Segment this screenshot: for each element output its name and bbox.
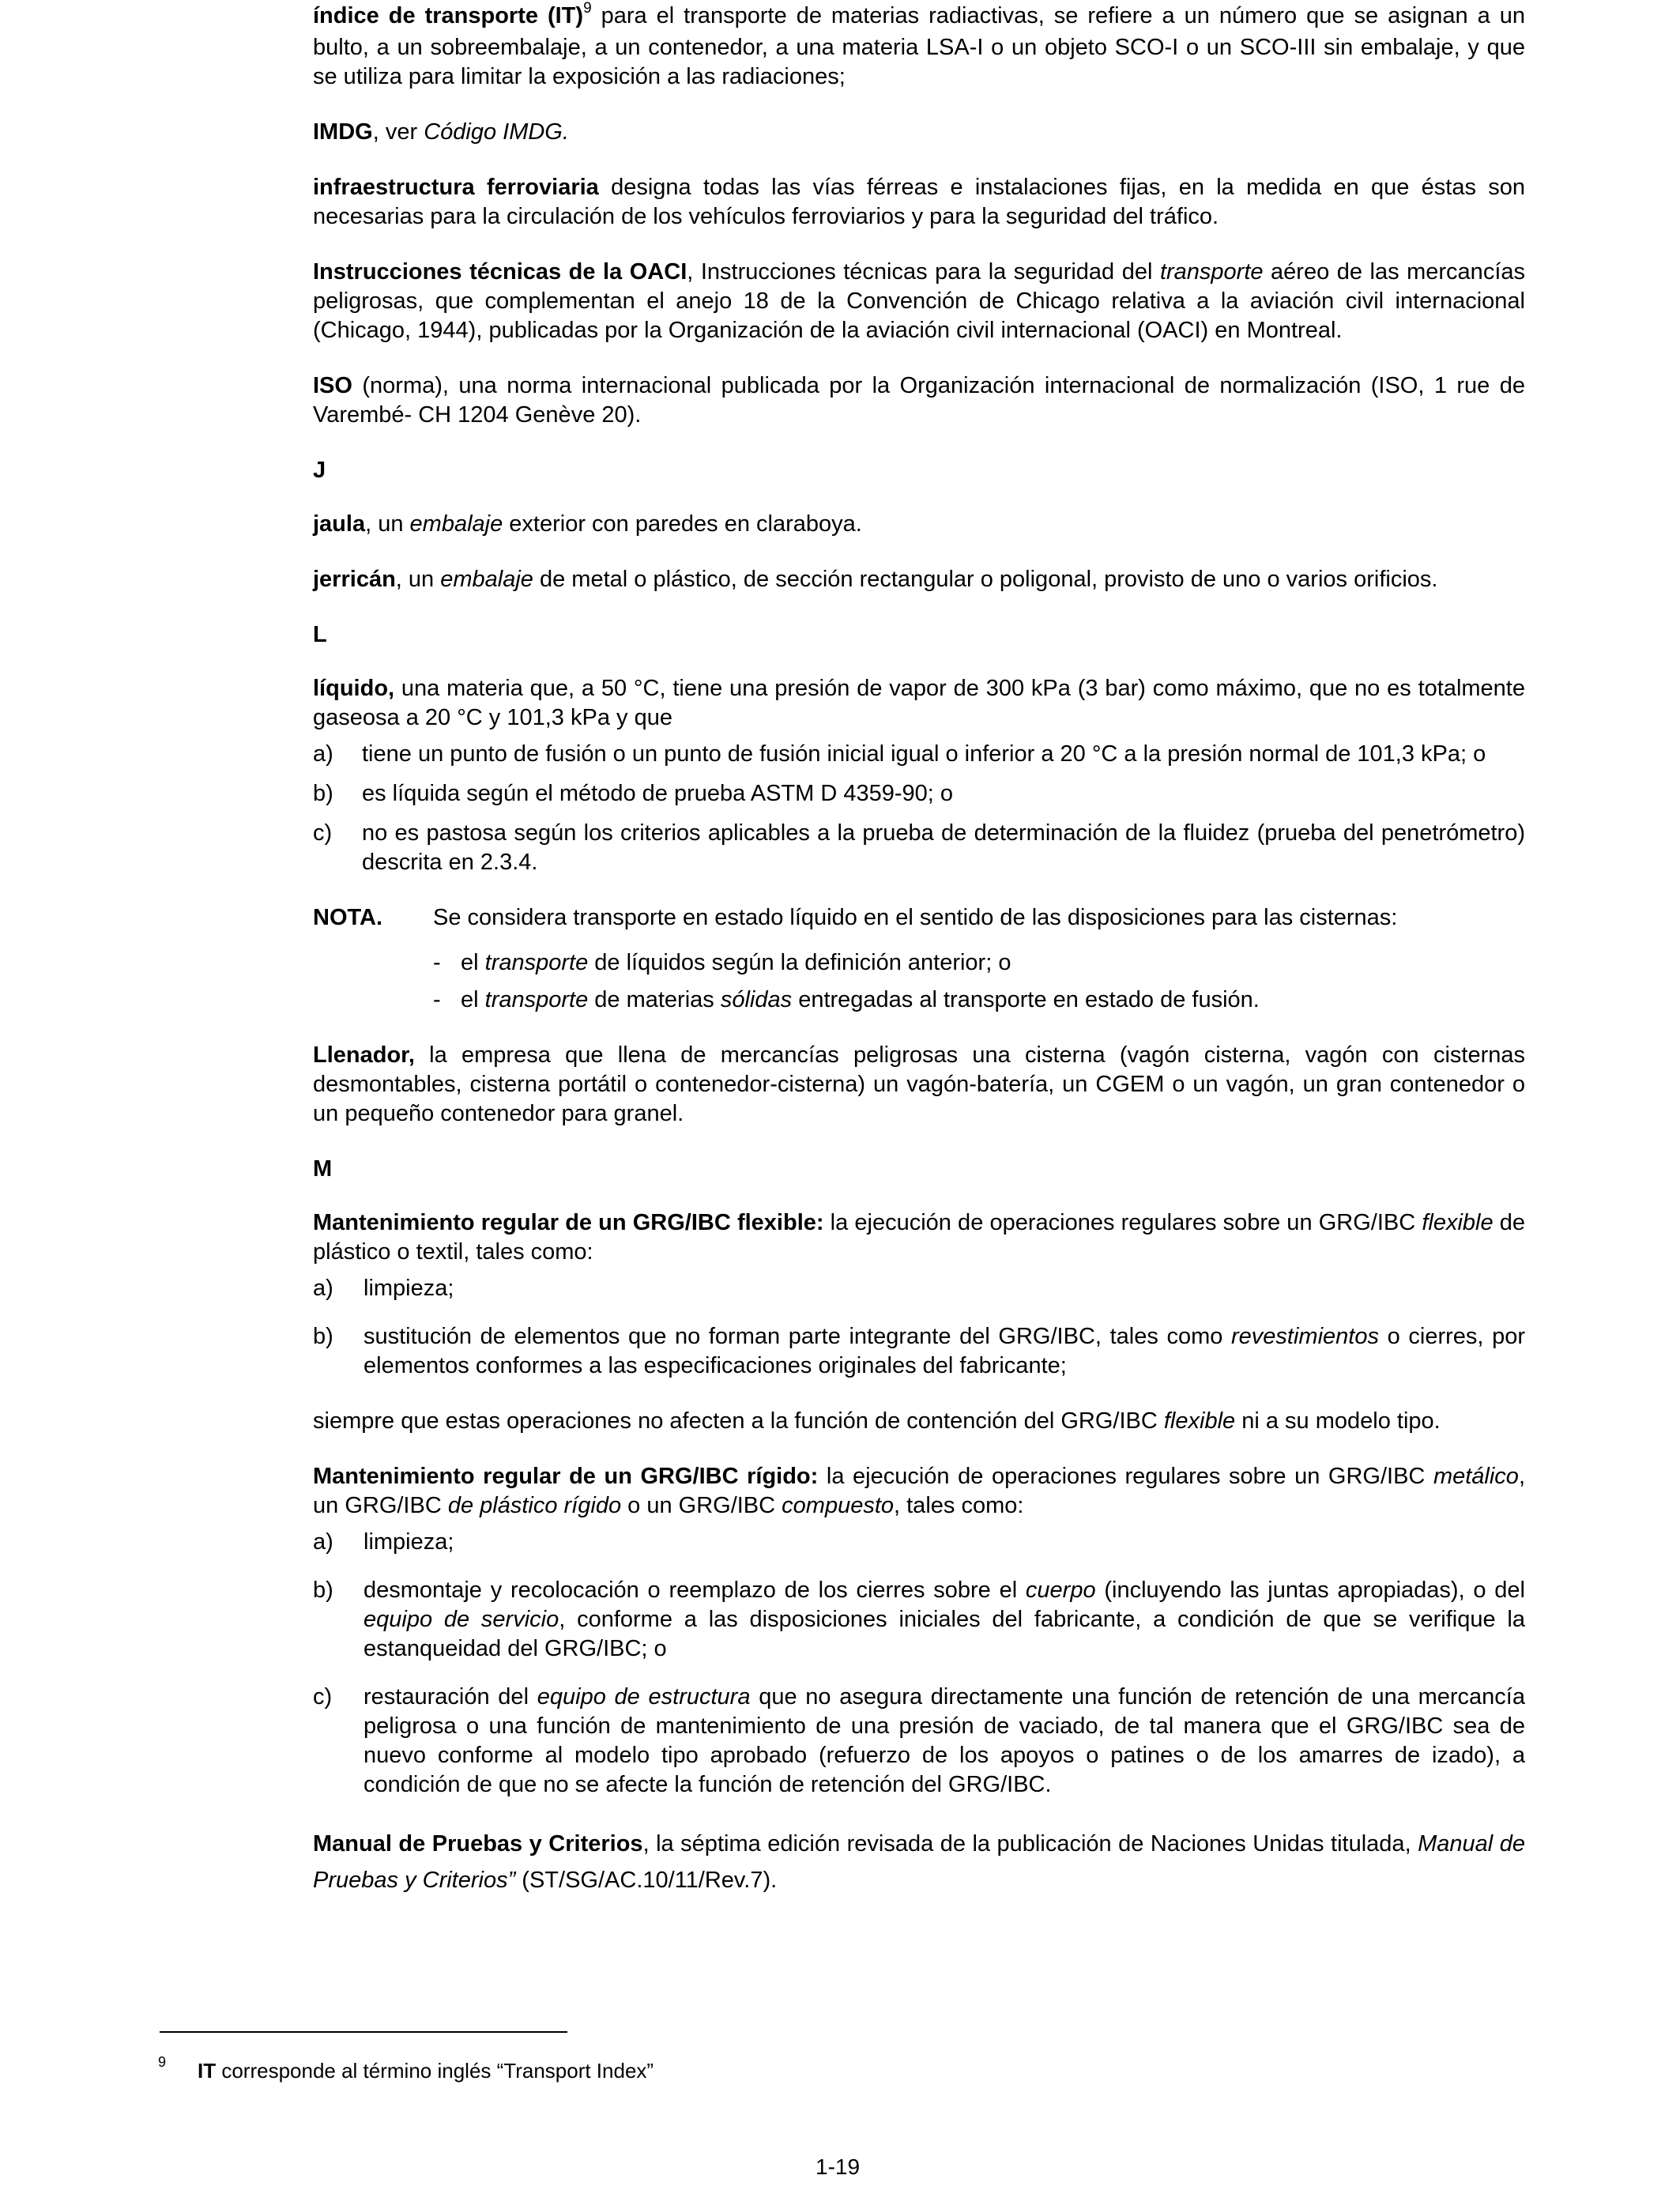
nota-label: NOTA. — [313, 905, 383, 930]
defined-term-ref: cuerpo — [1025, 1578, 1096, 1603]
definition-manual-pruebas — [313, 1826, 1525, 1898]
definition-text: para el transporte de materias radiactivas, se refiere a un número que se asignan a un bulto, a un sobreembalaje, a un contenedor, a una materia LSA-I o un objeto SCO-I o un SCO-III sin embalaje, y que se utiliza para limitar la exposición a las radiaciones; — [313, 3, 1525, 89]
term: líquido, — [313, 676, 395, 701]
definition-text: la ejecución de operaciones regulares sobre un GRG/IBC — [823, 1210, 1422, 1235]
list-item — [313, 1528, 1525, 1557]
mantenimiento-flexible-list — [313, 1274, 1525, 1381]
letter-heading-j: J — [313, 458, 326, 483]
dash-bullet: - — [433, 987, 441, 1012]
nota-text: Se considera transporte en estado líquido en el sentido de las disposiciones para las cisternas: — [433, 905, 1398, 930]
mantenimiento-rigido-list — [313, 1528, 1525, 1800]
definition-text: una materia que, a 50 °C, tiene una presión de vapor de 300 kPa (3 bar) como máximo, que no es totalmente gaseosa a 20 °C y 101,3 kPa y que — [313, 676, 1525, 730]
definition-text: , un — [395, 567, 441, 592]
list-label: c) — [313, 820, 333, 846]
list-item — [313, 1274, 1525, 1303]
definition-text: de plástico o textil, tales como: — [313, 1210, 1525, 1265]
definition-text: o un GRG/IBC — [621, 1493, 782, 1518]
term: Manual de Pruebas y Criterios — [313, 1831, 643, 1857]
list-item-text: es líquida según el método de prueba ASTM D 4359-90; o — [362, 781, 954, 806]
term: índice de transporte (IT) — [313, 3, 584, 28]
term: Mantenimiento regular de un GRG/IBC flexible: — [313, 1210, 824, 1235]
defined-term-ref: embalaje — [409, 511, 503, 537]
nota-dash-item — [313, 948, 1525, 978]
definition-instrucciones-oaci — [313, 258, 1525, 345]
footnote-number: 9 — [158, 2054, 167, 2070]
definition-text: aéreo de las mercancías peligrosas, que complementan el anejo 18 de la Convención de Chicago relativa a la aviación civil internacional (Chicago, 1944), publicadas por la Organización de la aviación civil internacional (OACI) en Montreal. — [313, 259, 1525, 343]
nota-block — [313, 903, 1525, 1015]
list-item-text: tiene un punto de fusión o un punto de fusión inicial igual o inferior a 20 °C a la presión normal de 101,3 kPa; o — [362, 741, 1486, 767]
defined-term-ref: flexible — [1163, 1408, 1236, 1434]
defined-term-ref: embalaje — [440, 567, 533, 592]
defined-term-ref: compuesto — [782, 1493, 895, 1518]
paragraph-text: siempre que estas operaciones no afecten a la función de contención del GRG/IBC — [313, 1408, 1164, 1434]
footnote-reference: 9 — [583, 0, 592, 17]
footnote-separator — [160, 2031, 567, 2033]
nota-dash-item — [313, 986, 1525, 1015]
defined-term-ref: sólidas — [720, 987, 793, 1012]
list-label: b) — [313, 1578, 333, 1603]
definition-jerrican — [313, 565, 1525, 594]
list-item — [313, 740, 1525, 769]
defined-term-ref: de plástico rígido — [447, 1493, 622, 1518]
term: Instrucciones técnicas de la OACI — [313, 259, 687, 285]
term: Mantenimiento regular de un GRG/IBC rígido: — [313, 1464, 819, 1489]
definition-text: exterior con paredes en claraboya. — [503, 511, 862, 537]
publication-title: Manual de Pruebas y Criterios” — [313, 1831, 1525, 1893]
defined-term-ref: transporte — [484, 987, 589, 1012]
footnote — [158, 2054, 654, 2086]
term: ISO — [313, 373, 352, 398]
list-label: b) — [313, 781, 333, 806]
defined-term-ref: transporte — [1159, 259, 1264, 285]
dash-bullet: - — [433, 950, 441, 975]
dash-text: el — [461, 987, 485, 1012]
definition-infraestructura — [313, 173, 1525, 232]
list-label: a) — [313, 741, 333, 767]
footnote-term: IT — [198, 2059, 217, 2083]
list-label: c) — [313, 1684, 333, 1710]
cross-reference: Código IMDG. — [424, 119, 569, 145]
mantenimiento-flexible-closing — [313, 1407, 1525, 1436]
defined-term-ref: equipo de estructura — [537, 1684, 751, 1710]
dash-text: de líquidos según la definición anterior; o — [588, 950, 1011, 975]
list-item — [313, 819, 1525, 877]
definition-llenador — [313, 1041, 1525, 1129]
list-item — [313, 1683, 1525, 1800]
list-item — [313, 779, 1525, 809]
list-label: a) — [313, 1529, 333, 1555]
definition-text: (norma), una norma internacional publicada por la Organización internacional de normalización (ISO, 1 rue de Varembé- CH 1204 Genève 20). — [313, 373, 1525, 428]
definition-text: , un GRG/IBC — [313, 1464, 1526, 1518]
letter-heading-m: M — [313, 1156, 333, 1182]
term: infraestructura ferroviaria — [313, 175, 599, 200]
term: IMDG — [313, 119, 373, 145]
definition-text: , un — [365, 511, 410, 537]
list-item — [313, 1322, 1525, 1381]
term: jaula — [313, 511, 366, 537]
list-item-text: desmontaje y recolocación o reemplazo de los cierres sobre el — [363, 1578, 1026, 1603]
list-item-text: o cierres, por elementos conformes a las especificaciones originales del fabricante; — [363, 1324, 1525, 1378]
dash-text: de materias — [588, 987, 721, 1012]
definitions-column — [313, 2, 1525, 1924]
definition-jaula — [313, 510, 1525, 539]
defined-term-ref: flexible — [1422, 1210, 1494, 1235]
letter-heading-l: L — [313, 622, 327, 647]
list-item-text: restauración del — [363, 1684, 537, 1710]
term: jerricán — [313, 567, 396, 592]
definition-text: la ejecución de operaciones regulares sobre un GRG/IBC — [818, 1464, 1433, 1489]
definition-liquido — [313, 674, 1525, 733]
nota-paragraph — [313, 903, 1525, 933]
dash-text: entregadas al transporte en estado de fusión. — [792, 987, 1260, 1012]
definition-mantenimiento-rigido — [313, 1462, 1525, 1521]
list-item-text: (incluyendo las juntas apropiadas), o del — [1095, 1578, 1525, 1603]
list-item-text: limpieza; — [363, 1529, 454, 1555]
list-item — [313, 1576, 1525, 1664]
defined-term-ref: transporte — [484, 950, 589, 975]
list-item-text: sustitución de elementos que no forman parte integrante del GRG/IBC, tales como — [363, 1324, 1232, 1349]
liquido-criteria-list — [313, 740, 1525, 877]
definition-imdg — [313, 118, 1525, 147]
definition-text: , Instrucciones técnicas para la seguridad del — [687, 259, 1160, 285]
definition-iso — [313, 371, 1525, 430]
footnote-body: corresponde al término inglés “Transport Index” — [216, 2059, 654, 2083]
definition-text: designa todas las vías férreas e instalaciones fijas, en la medida en que éstas son necesarias para la circulación de los vehículos ferroviarios y para la seguridad del tráfico. — [313, 175, 1526, 229]
definition-text: , ver — [372, 119, 424, 145]
definition-text: (ST/SG/AC.10/11/Rev.7). — [515, 1868, 778, 1893]
definition-text: , tales como: — [894, 1493, 1024, 1518]
definition-text: de metal o plástico, de sección rectangular o poligonal, provisto de uno o varios orificios. — [533, 567, 1438, 592]
term: Llenador, — [313, 1042, 415, 1068]
list-label: b) — [313, 1324, 333, 1349]
page-number: 1-19 — [816, 2154, 861, 2179]
dash-text: el — [461, 950, 485, 975]
defined-term-ref: equipo de servicio — [363, 1607, 559, 1632]
paragraph-text: ni a su modelo tipo. — [1235, 1408, 1441, 1434]
list-item-text: limpieza; — [363, 1276, 454, 1301]
definition-mantenimiento-flexible — [313, 1208, 1525, 1267]
defined-term-ref: revestimientos — [1231, 1324, 1379, 1349]
defined-term-ref: metálico — [1433, 1464, 1519, 1489]
definition-text: la empresa que llena de mercancías peligrosas una cisterna (vagón cisterna, vagón con cisternas desmontables, cisterna portátil o contenedor-cisterna) un vagón-batería, un CGEM o un vagón, un gran contenedor o un pequeño contenedor para granel. — [313, 1042, 1525, 1126]
footnote-text — [198, 2058, 654, 2083]
definition-text: , la séptima edición revisada de la publicación de Naciones Unidas titulada, — [642, 1831, 1418, 1857]
list-item-text: que no asegura directamente una función de retención de una mercancía peligrosa o una función de mantenimiento de una presión de vaciado, de tal manera que el GRG/IBC sea de nuevo conforme al modelo tipo aprobado (refuerzo de los apoyos o patines o de los amarres de izado), a condición de que no se afecte la función de retención del GRG/IBC. — [363, 1684, 1525, 1797]
list-item-text: no es pastosa según los criterios aplicables a la prueba de determinación de la fluidez (prueba del penetrómetro) descrita en 2.3.4. — [362, 820, 1525, 875]
list-label: a) — [313, 1276, 333, 1301]
list-item-text: , conforme a las disposiciones iniciales del fabricante, a condición de que se verifique la estanqueidad del GRG/IBC; o — [363, 1607, 1525, 1661]
definition-indice-transporte — [313, 2, 1525, 92]
